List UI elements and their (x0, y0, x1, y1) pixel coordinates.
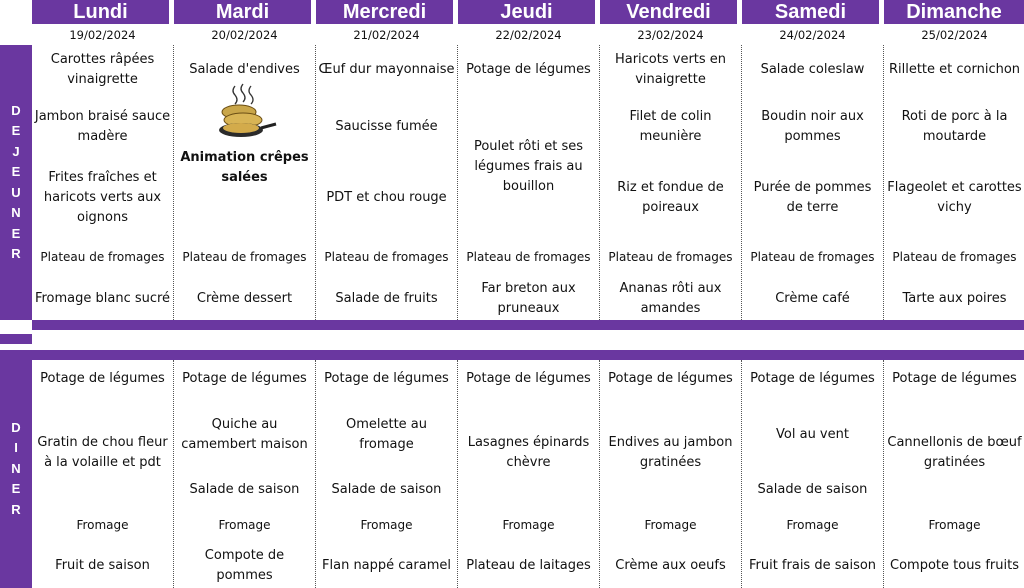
menu-item: Gratin de chou fleur à la volaille et pdt (37, 435, 168, 470)
menu-item: Flageolet et carottes vichy (887, 180, 1022, 215)
lunch-label-letter: D (11, 102, 21, 118)
menu-item: Salade de saison (331, 482, 442, 497)
day-header-jeudi: Jeudi (458, 0, 595, 24)
menu-item: Potage de légumes (466, 371, 591, 386)
menu-item: Compote tous fruits (890, 558, 1019, 573)
day-header-mercredi: Mercredi (316, 0, 453, 24)
column-divider (599, 360, 600, 588)
menu-item: Fromage blanc sucré (34, 291, 171, 306)
menu-item: Omelette au fromage (345, 417, 428, 452)
menu-item: Salade coleslaw (760, 62, 865, 77)
day-header-vendredi: Vendredi (600, 0, 737, 24)
menu-item: Vol au vent (776, 427, 849, 442)
menu-item: Flan nappé caramel (322, 558, 451, 573)
menu-item: Fromage (786, 518, 839, 532)
column-divider (741, 360, 742, 588)
menu-item: Fromage (218, 518, 271, 532)
menu-item: Endives au jambon gratinées (608, 435, 733, 470)
menu-item: Purée de pommes de terre (753, 180, 872, 215)
day-header-lundi: Lundi (32, 0, 169, 24)
dinner-label-letter: N (11, 460, 21, 476)
menu-item: Filet de colin meunière (629, 109, 712, 144)
menu-item: Plateau de fromages (466, 250, 591, 264)
menu-item: Cannellonis de bœuf gratinées (887, 435, 1022, 470)
day-header-samedi: Samedi (742, 0, 879, 24)
menu-item: Plateau de fromages (182, 250, 307, 264)
menu-item: Fromage (928, 518, 981, 532)
column-divider (173, 360, 174, 588)
menu-item: Roti de porc à la moutarde (901, 109, 1008, 144)
column-divider (883, 360, 884, 588)
menu-item: Œuf dur mayonnaise (318, 62, 455, 77)
column-divider (457, 360, 458, 588)
dinner-label-letter: I (14, 440, 18, 456)
menu-item: Fruit de saison (55, 558, 150, 573)
day-header-mardi: Mardi (174, 0, 311, 24)
menu-item: Plateau de laitages (466, 558, 591, 573)
menu-item: Jambon braisé sauce madère (34, 109, 171, 144)
menu-item: Tarte aux poires (902, 291, 1007, 306)
menu-item: Fromage (76, 518, 129, 532)
lunch-label-letter: E (11, 123, 21, 138)
menu-item: Boudin noir aux pommes (761, 109, 864, 144)
day-header-dimanche: Dimanche (884, 0, 1024, 24)
menu-item: Plateau de fromages (892, 250, 1017, 264)
menu-item: Potage de légumes (40, 371, 165, 386)
date-vendredi: 23/02/2024 (637, 28, 704, 42)
special-animation-cell (174, 80, 315, 190)
lunch-label-letter: U (11, 184, 21, 200)
menu-item: Potage de légumes (892, 371, 1017, 386)
menu-item: Potage de légumes (466, 62, 591, 77)
crepe-pan-icon (213, 82, 277, 142)
dinner-label-letter: E (11, 481, 21, 497)
menu-item: Saucisse fumée (335, 119, 438, 134)
dinner-label-letter: R (11, 501, 21, 517)
menu-item: Crème dessert (196, 291, 293, 306)
date-jeudi: 22/02/2024 (495, 28, 562, 42)
menu-item: Potage de légumes (182, 371, 307, 386)
lunch-label-letter: E (11, 164, 21, 179)
menu-item: Plateau de fromages (324, 250, 449, 264)
menu-item: Fruit frais de saison (748, 558, 877, 573)
menu-item: Poulet rôti et ses légumes frais au bouillon (473, 139, 584, 194)
menu-item: Salade de fruits (335, 291, 438, 306)
menu-item: Plateau de fromages (40, 250, 165, 264)
date-mardi: 20/02/2024 (211, 28, 278, 42)
lunch-label-letter: R (11, 246, 21, 261)
menu-item: Potage de légumes (750, 371, 875, 386)
special-animation-label: Animation crêpes salées (180, 150, 309, 185)
menu-item: Salade de saison (757, 482, 868, 497)
menu-item: Lasagnes épinards chèvre (467, 435, 590, 470)
menu-item: Salade de saison (189, 482, 300, 497)
menu-item: PDT et chou rouge (326, 190, 447, 205)
date-dimanche: 25/02/2024 (921, 28, 988, 42)
separator-sidebar (0, 334, 32, 344)
menu-item: Salade d'endives (189, 62, 300, 77)
menu-item: Carottes râpées vinaigrette (50, 52, 155, 87)
menu-item: Ananas rôti aux amandes (619, 281, 722, 316)
separator-band-bottom (32, 350, 1024, 360)
menu-item: Far breton aux pruneaux (481, 281, 576, 316)
menu-item: Fromage (360, 518, 413, 532)
menu-item: Potage de légumes (608, 371, 733, 386)
menu-item: Crème café (775, 291, 850, 306)
menu-item: Potage de légumes (324, 371, 449, 386)
date-lundi: 19/02/2024 (69, 28, 136, 42)
lunch-label-letter: E (11, 225, 21, 241)
date-mercredi: 21/02/2024 (353, 28, 420, 42)
menu-item: Riz et fondue de poireaux (617, 180, 724, 215)
menu-item: Rillette et cornichon (888, 62, 1021, 77)
menu-item: Crème aux oeufs (615, 558, 726, 573)
menu-item: Plateau de fromages (608, 250, 733, 264)
lunch-label-letter: J (12, 143, 20, 159)
separator-band-top (32, 320, 1024, 330)
lunch-label-letter: N (11, 205, 21, 220)
dinner-sidebar-label (0, 350, 32, 588)
menu-item: Quiche au camembert maison (181, 417, 308, 452)
column-divider (315, 360, 316, 588)
menu-item: Frites fraîches et haricots verts aux oignons (43, 170, 162, 225)
menu-item: Plateau de fromages (750, 250, 875, 264)
dinner-label-letter: D (11, 419, 21, 435)
lunch-sidebar-label (0, 45, 32, 320)
menu-item: Compote de pommes (204, 548, 285, 583)
date-samedi: 24/02/2024 (779, 28, 846, 42)
menu-item: Haricots verts en vinaigrette (614, 52, 727, 87)
menu-item: Fromage (644, 518, 697, 532)
menu-item: Fromage (502, 518, 555, 532)
